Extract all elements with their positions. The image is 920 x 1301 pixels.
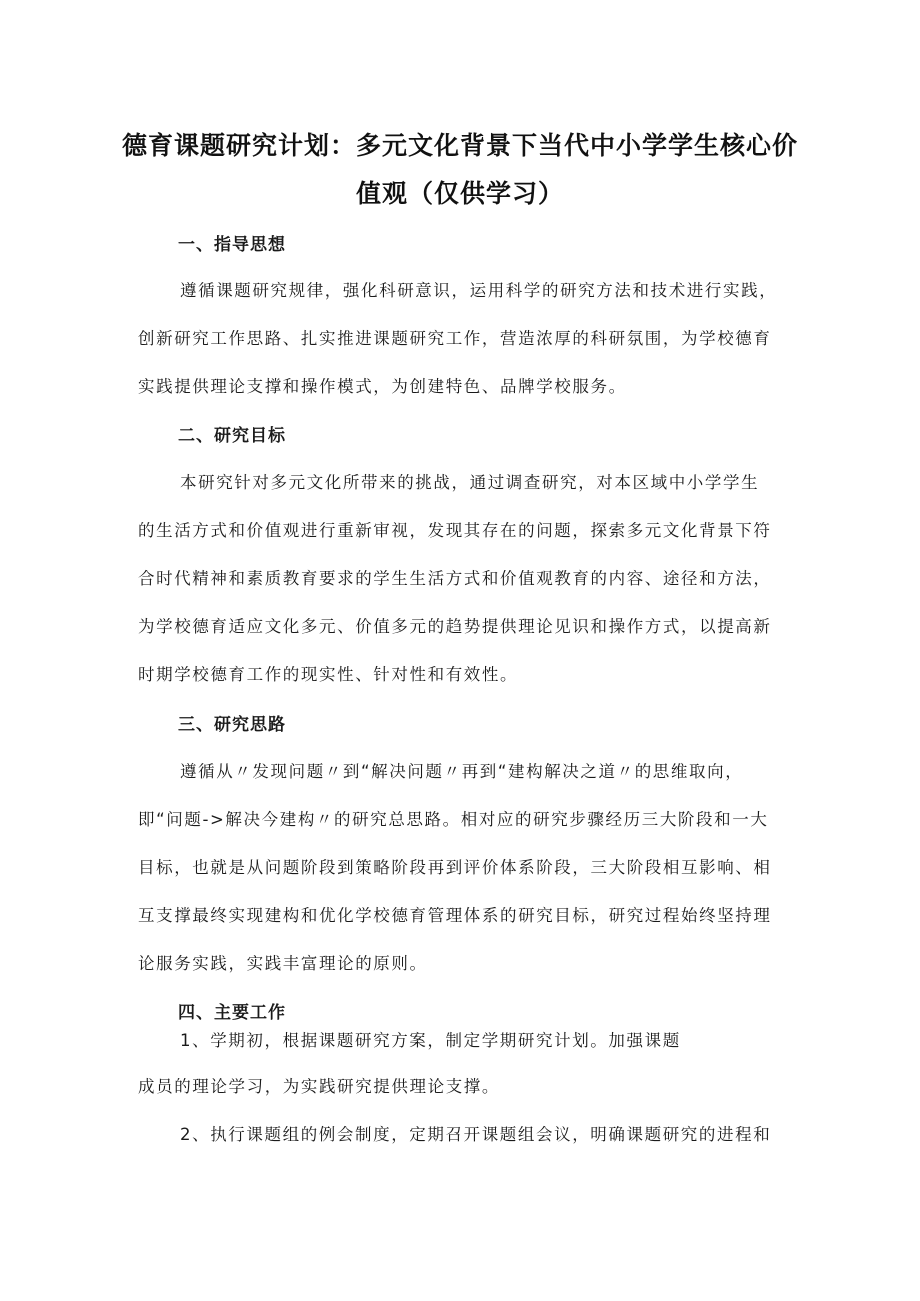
paragraph-line: 的生活方式和价值观进行重新审视，发现其存在的问题，探索多元文化背景下符 (138, 521, 772, 540)
section-heading-guiding-ideology: 一、指导思想 (178, 235, 286, 255)
paragraph-line: 即“问题->解决今建构〃的研究总思路。相对应的研究步骤经历三大阶段和一大 (138, 810, 769, 829)
section-heading-main-work: 四、主要工作 (178, 1003, 286, 1023)
paragraph-line: 成员的理论学习，为实践研究提供理论支撑。 (138, 1077, 500, 1096)
paragraph-line: 1、学期初，根据课题研究方案，制定学期研究计划。加强课题 (180, 1031, 681, 1050)
paragraph-line: 2、执行课题组的例会制度，定期召开课题组会议，明确课题研究的进程和 (180, 1125, 772, 1144)
section-heading-research-goals: 二、研究目标 (178, 426, 286, 446)
paragraph-line: 论服务实践，实践丰富理论的原则。 (138, 954, 428, 973)
paragraph-line: 遵循从〃发现问题〃到“解决问题〃再到“建构解决之道〃的思维取向， (180, 762, 744, 781)
paragraph-line: 创新研究工作思路、扎实推进课题研究工作，营造浓厚的科研氛围，为学校德育 (138, 329, 772, 348)
paragraph-line: 合时代精神和素质教育要求的学生生活方式和价值观教育的内容、途径和方法， (138, 569, 772, 588)
paragraph-line: 目标，也就是从问题阶段到策略阶段再到评价体系阶段，三大阶段相互影响、相 (138, 858, 772, 877)
paragraph-line: 本研究针对多元文化所带来的挑战，通过调查研究，对本区域中小学学生 (180, 473, 760, 492)
paragraph-line: 互支撑最终实现建构和优化学校德育管理体系的研究目标，研究过程始终坚持理 (138, 906, 772, 925)
paragraph-line: 遵循课题研究规律，强化科研意识，运用科学的研究方法和技术进行实践， (180, 281, 778, 300)
section-heading-research-approach: 三、研究思路 (178, 715, 286, 735)
paragraph-line: 时期学校德育工作的现实性、针对性和有效性。 (138, 665, 519, 684)
paragraph-line: 为学校德育适应文化多元、价值多元的趋势提供理论见识和操作方式，以提高新 (138, 617, 772, 636)
paragraph-line: 实践提供理论支撑和操作模式，为创建特色、品牌学校服务。 (138, 377, 627, 396)
document-title-line-2: 值观（仅供学习） (355, 179, 564, 208)
document-title-line-1: 德育课题研究计划：多元文化背景下当代中小学学生核心价 (121, 131, 798, 160)
